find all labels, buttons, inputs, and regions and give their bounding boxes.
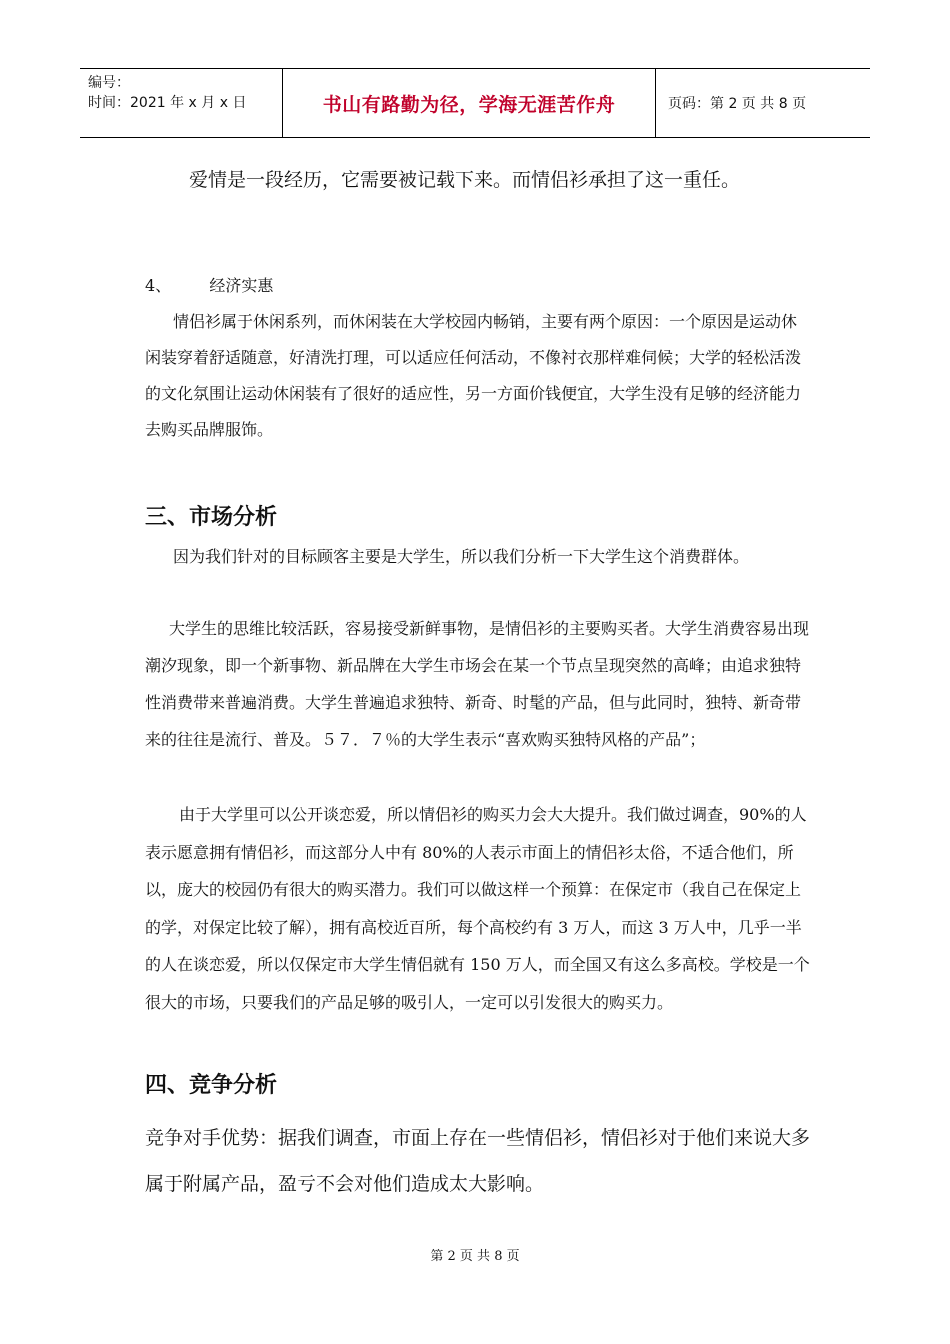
date-label: 时间：2021 年 x 月 x 日 — [88, 95, 247, 111]
paragraph-student-consumption: 大学生的思维比较活跃，容易接受新鲜事物，是情侣衫的主要购买者。大学生消费容易出现潮汐现象，即一个新事物、新品牌在大学生市场会在某一个节点呈现突然的高峰；由追求独特性消费带来普遍消费。大学生普遍追求独特、新奇、时髦的产品，但与此同时，独特、新奇带来的往往是流行、普及。５７．７％的大学生表示“喜欢购买独特风格的产品”； — [145, 619, 810, 749]
page-footer: 第 2 页 共 8 页 — [430, 1249, 520, 1264]
paragraph-economy: 情侣衫属于休闲系列，而休闲装在大学校园内畅销，主要有两个原因：一个原因是运动休闲装穿着舒适随意，好清洗打理，可以适应任何活动，不像衬衣那样难伺候；大学的轻松活泼的文化氛围让运动休闲装有了很好的适应性，另一方面价钱便宜，大学生没有足够的经济能力去购买品牌服饰。 — [145, 312, 802, 439]
item-4-heading — [145, 268, 810, 304]
paragraph-purchasing-power: 由于大学里可以公开谈恋爱，所以情侣衫的购买力会大大提升。我们做过调查，90%的人表示愿意拥有情侣衫，而这部分人中有 80%的人表示市面上的情侣衫太俗，不适合他们，所以，庞大的校园仍有很大的购买潜力。我们可以做这样一个预算：在保定市（我自己在保定上的学，对保定比较了解），拥有高校近百所，每个高校约有 3 万人，而这 3 万人中，几乎一半的人在谈恋爱，所以仅保定市大学生情侣就有 150 万人，而全国又有这么多高校。学校是一个很大的市场，只要我们的产品足够的吸引人，一定可以引发很大的购买力。 — [145, 805, 810, 1012]
item-number: 4、 — [145, 276, 172, 295]
page-info: 页码：第 2 页 共 8 页 — [668, 96, 807, 112]
page-header — [80, 68, 870, 138]
paragraph-target-customers: 因为我们针对的目标顾客主要是大学生，所以我们分析一下大学生这个消费群体。 — [173, 547, 750, 566]
paragraph-love-record: 爱情是一段经历，它需要被记载下来。而情侣衫承担了这一重任。 — [189, 169, 741, 191]
paragraph-competitors: 竞争对手优势：据我们调查，市面上存在一些情侣衫，情侣衫对于他们来说大多属于附属产品，盈亏不会对他们造成太大影响。 — [145, 1127, 811, 1195]
header-motto-cell — [282, 69, 656, 137]
header-left-cell — [80, 69, 282, 137]
item-title: 经济实惠 — [209, 276, 274, 295]
doc-number-label: 编号： — [88, 75, 130, 91]
header-page-cell — [656, 69, 870, 137]
motto-text: 书山有路勤为径，学海无涯苦作舟 — [322, 93, 616, 116]
section-3-heading: 三、市场分析 — [145, 505, 278, 530]
section-4-heading: 四、竞争分析 — [145, 1073, 278, 1098]
